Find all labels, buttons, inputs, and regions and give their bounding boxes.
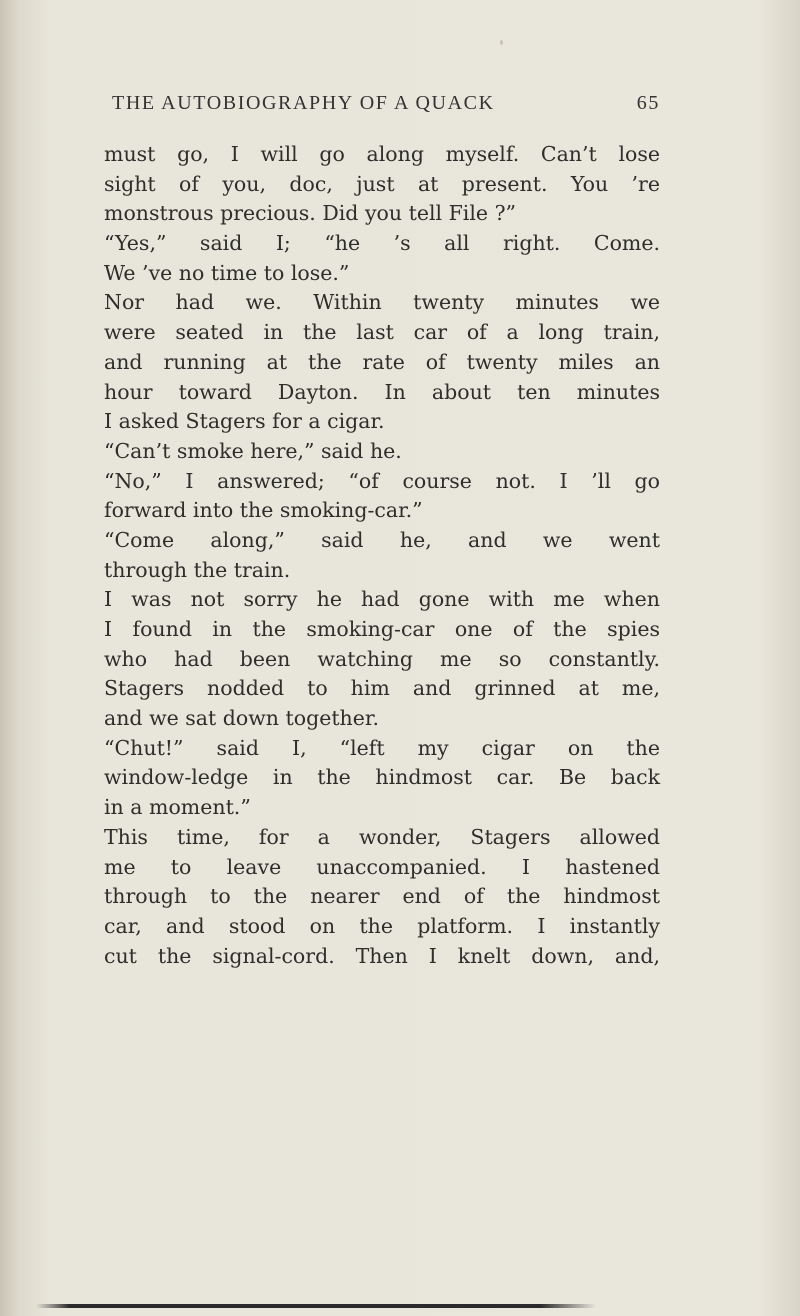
text-line: car, and stood on the platform. I instantly [104,913,660,938]
text-line: who had been watching me so constantly. [104,646,660,671]
ink-speck [500,40,503,45]
text-line: through the train. [104,557,291,582]
page-number: 65 [636,92,660,114]
text-line: “Can’t smoke here,” said he. [104,438,402,463]
text-line: “Yes,” said I; “he ’s all right. Come. [104,231,660,256]
text-line: I found in the smoking-car one of the spies [104,617,660,641]
text-line: monstrous precious. Did you tell File ?” [104,201,517,226]
text-line: We ’ve no time to lose.” [104,260,350,285]
text-line: and running at the rate of twenty miles an [104,349,660,374]
text-line: I asked Stagers for a cigar. [104,409,385,434]
body-text [104,140,660,971]
text-line: “Chut!” said I, “left my cigar on the [104,735,660,760]
text-line: me to leave unaccompanied. I hastened [104,854,660,879]
text-line: I was not sorry he had gone with me when [104,587,660,612]
text-line: Nor had we. Within twenty minutes we [104,290,660,315]
text-line: sight of you, doc, just at present. You ’re [104,171,660,196]
text-line: in a moment.” [104,795,251,820]
text-line: Stagers nodded to him and grinned at me, [104,676,660,701]
text-line: forward into the smoking-car.” [104,498,423,523]
text-line: were seated in the last car of a long train, [104,320,660,345]
text-line: through to the nearer end of the hindmost [104,884,660,909]
page-edge-rule [36,1304,596,1308]
running-head-title: THE AUTOBIOGRAPHY OF A QUACK [112,92,495,114]
text-line: window-ledge in the hindmost car. Be back [104,765,660,790]
text-line: hour toward Dayton. In about ten minutes [104,379,660,404]
text-line: “Come along,” said he, and we went [104,527,660,552]
text-line: cut the signal-cord. Then I knelt down, and, [104,943,660,968]
text-line: This time, for a wonder, Stagers allowed [104,824,660,849]
running-head [112,92,660,116]
text-line: “No,” I answered; “of course not. I ’ll go [104,468,660,493]
text-line: must go, I will go along myself. Can’t lose [104,142,660,166]
text-line: and we sat down together. [104,706,379,731]
